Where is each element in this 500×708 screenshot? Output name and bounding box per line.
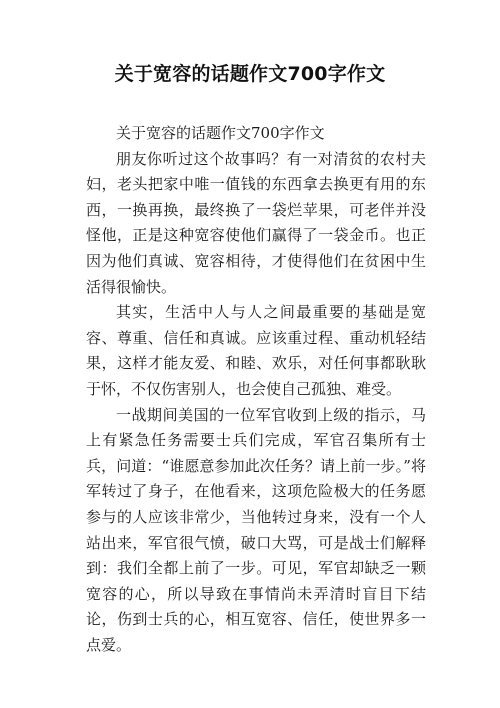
paragraph-3: 一战期间美国的一位军官收到上级的指示，马上有紧急任务需要士兵们完成，军官召集所有士兵，问道：“谁愿意参加此次任务？请上前一步。”将军转过了身子，在他看来，这项危险极大的任务愿参与的人应该非常少，当他转过身来，没有一个人站出来，军官很气愤，破口大骂，可是战士们解释到：我们全都上前了一步。可见，军官却缺乏一颗宽容的心，所以导致在事情尚未弄清时盲目下结论，伤到士兵的心，相互宽容、信任，使世界多一点爱。 xyxy=(86,405,426,654)
document-body xyxy=(86,121,426,658)
paragraph-1: 朋友你听过这个故事吗？有一对清贫的农村夫妇，老头把家中唯一值钱的东西拿去换更有用的东西，一换再换，最终换了一袋烂苹果，可老伴并没怪他，正是这种宽容使他们赢得了一袋金币。也正因为他们真诚、宽容相待，才使得他们在贫困中生活得很愉快。 xyxy=(86,149,426,296)
document-title: 关于宽容的话题作文700字作文 xyxy=(114,63,386,85)
document-subtitle: 关于宽容的话题作文700字作文 xyxy=(116,124,325,142)
paragraph-2: 其实，生活中人与人之间最重要的基础是宽容、尊重、信任和真诚。应该重过程、重动机轻结果，这样才能友爱、和睦、欢乐，对任何事都耿耿于怀，不仅伤害别人，也会使自己孤独、难受。 xyxy=(86,303,426,398)
